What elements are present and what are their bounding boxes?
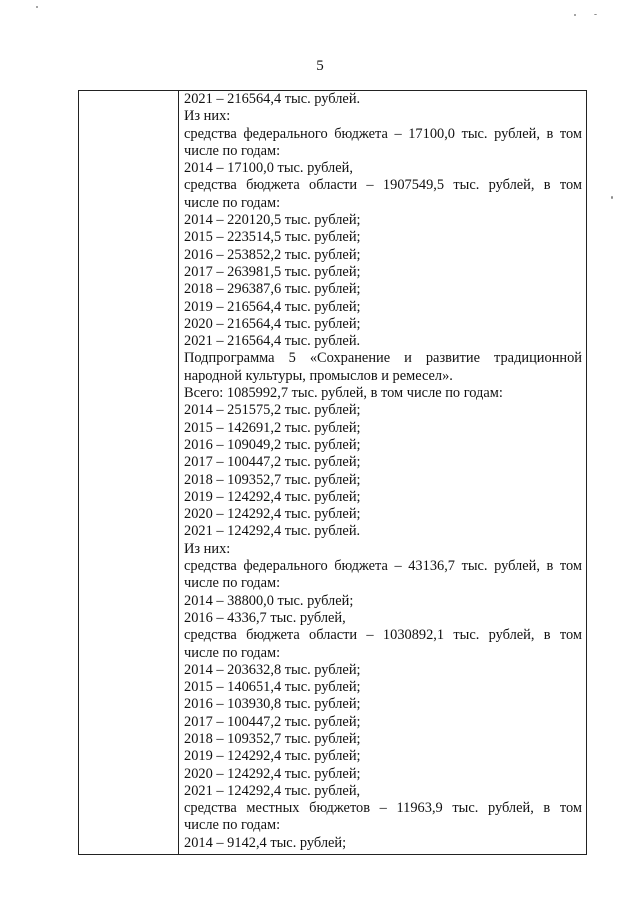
text-line: средства федерального бюджета – 17100,0 тыс. рублей, в том [184, 125, 582, 142]
text-line: Из них: [184, 540, 231, 557]
text-line: 2016 – 109049,2 тыс. рублей; [184, 436, 361, 453]
text-line: средства федерального бюджета – 43136,7 тыс. рублей, в том [184, 558, 582, 575]
text-line: 2016 – 253852,2 тыс. рублей; [184, 246, 361, 263]
text-line: числе по годам: [184, 194, 281, 211]
text-line: 2019 – 124292,4 тыс. рублей; [184, 488, 361, 505]
text-line: числе по годам: [184, 575, 281, 592]
text-line: Подпрограмма 5 «Сохранение и развитие традиционной [184, 350, 582, 367]
scan-speck [611, 196, 613, 199]
text-line: 2017 – 100447,2 тыс. рублей; [184, 713, 361, 730]
text-line: 2017 – 263981,5 тыс. рублей; [184, 263, 361, 280]
text-line: 2020 – 216564,4 тыс. рублей; [184, 315, 361, 332]
text-line: 2014 – 251575,2 тыс. рублей; [184, 402, 361, 419]
table-left-column [79, 91, 179, 854]
text-line: 2014 – 17100,0 тыс. рублей, [184, 160, 353, 177]
text-line: 2018 – 296387,6 тыс. рублей; [184, 281, 361, 298]
text-line: 2016 – 4336,7 тыс. рублей, [184, 609, 346, 626]
text-line: 2020 – 124292,4 тыс. рублей; [184, 506, 361, 523]
text-line: средства бюджета области – 1907549,5 тыс. рублей, в том [184, 177, 582, 194]
scan-speck [36, 6, 38, 8]
text-line: числе по годам: [184, 817, 281, 834]
table-right-column [184, 91, 582, 852]
budget-table [78, 90, 587, 855]
text-line: 2015 – 142691,2 тыс. рублей; [184, 419, 361, 436]
text-line: числе по годам: [184, 644, 281, 661]
text-line: Всего: 1085992,7 тыс. рублей, в том числе по годам: [184, 385, 503, 402]
page-number: 5 [316, 58, 324, 74]
text-line: 2021 – 124292,4 тыс. рублей, [184, 782, 361, 799]
text-line: Из них: [184, 108, 231, 125]
text-line: 2018 – 109352,7 тыс. рублей; [184, 730, 361, 747]
scan-speck [574, 14, 576, 16]
text-line: 2014 – 38800,0 тыс. рублей; [184, 592, 354, 609]
text-line: 2014 – 203632,8 тыс. рублей; [184, 661, 361, 678]
text-line: 2021 – 124292,4 тыс. рублей. [184, 523, 361, 540]
text-line: 2018 – 109352,7 тыс. рублей; [184, 471, 361, 488]
text-line: 2021 – 216564,4 тыс. рублей. [184, 333, 361, 350]
text-line: 2016 – 103930,8 тыс. рублей; [184, 696, 361, 713]
text-line: 2020 – 124292,4 тыс. рублей; [184, 765, 361, 782]
text-line: 2015 – 223514,5 тыс. рублей; [184, 229, 361, 246]
text-line: 2021 – 216564,4 тыс. рублей. [184, 91, 361, 107]
text-line: 2015 – 140651,4 тыс. рублей; [184, 679, 361, 696]
text-line: 2019 – 216564,4 тыс. рублей; [184, 298, 361, 315]
text-line: средства местных бюджетов – 11963,9 тыс. рублей, в том [184, 800, 582, 817]
text-line: средства бюджета области – 1030892,1 тыс. рублей, в том [184, 627, 582, 644]
scan-speck [594, 14, 597, 15]
text-line: 2014 – 220120,5 тыс. рублей; [184, 212, 361, 229]
text-line: 2017 – 100447,2 тыс. рублей; [184, 454, 361, 471]
text-line: числе по годам: [184, 142, 281, 159]
text-line: народной культуры, промыслов и ремесел». [184, 367, 453, 384]
text-line: 2014 – 9142,4 тыс. рублей; [184, 834, 347, 851]
text-line: 2019 – 124292,4 тыс. рублей; [184, 748, 361, 765]
